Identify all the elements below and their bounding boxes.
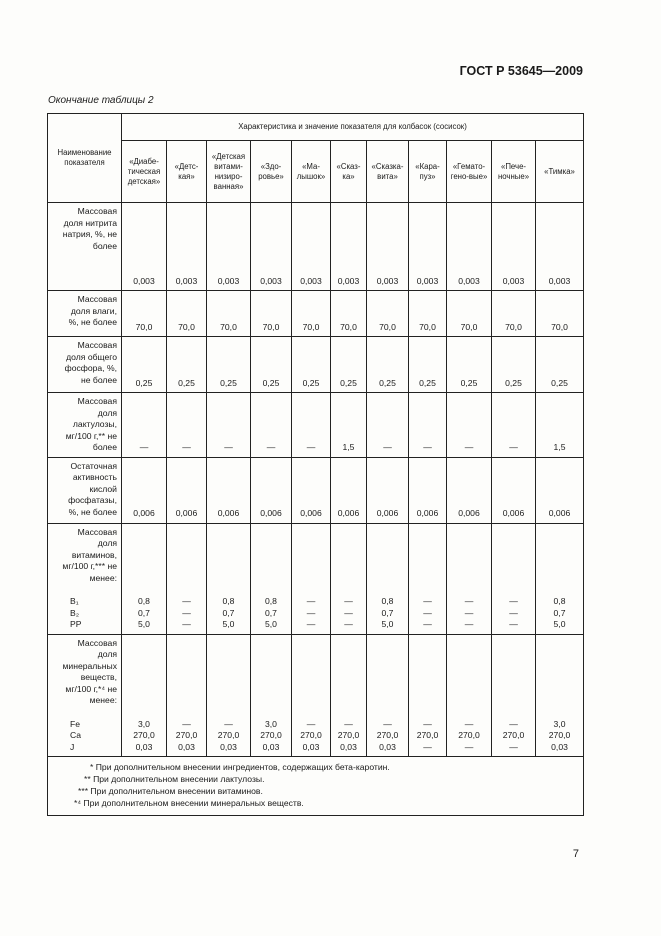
value-cell: 70,0 <box>292 291 331 337</box>
value-cell: 0,25 <box>251 337 292 393</box>
value-cell <box>536 634 584 757</box>
column-header: «Тимка» <box>536 141 584 203</box>
subrow-value: — <box>182 596 191 606</box>
value-cell: — <box>292 393 331 458</box>
value-cell <box>409 523 447 634</box>
subrow-value: — <box>344 718 353 729</box>
page-number: 7 <box>572 848 579 860</box>
value-cell: 0,25 <box>331 337 367 393</box>
subrow-value: 270,0 <box>376 730 399 740</box>
value-cell <box>167 523 207 634</box>
subrow-value: 5,0 <box>222 619 235 629</box>
value-cell: 0,25 <box>536 337 584 393</box>
subrow-value: — <box>423 718 432 729</box>
value-cell: — <box>447 393 492 458</box>
value-cell: — <box>251 393 292 458</box>
subrow-value: — <box>344 596 353 606</box>
document-code: ГОСТ Р 53645—2009 <box>459 64 583 78</box>
value-cell: 0,003 <box>292 203 331 291</box>
subrow-value: 270,0 <box>175 730 198 740</box>
value-cell: 0,003 <box>331 203 367 291</box>
subrow-value: 270,0 <box>133 730 155 740</box>
value-cell <box>207 523 251 634</box>
footnote: *⁴ При дополнительном внесении минеральных веществ. <box>74 798 304 808</box>
value-cell: 70,0 <box>447 291 492 337</box>
value-cell <box>207 634 251 757</box>
value-cell: 1,5 <box>536 393 584 458</box>
table-row <box>48 393 584 458</box>
row-name <box>48 634 122 757</box>
subrow-value: — <box>383 718 392 729</box>
value-cell: — <box>207 393 251 458</box>
value-cell: 70,0 <box>251 291 292 337</box>
column-header: «Кара-пуз» <box>409 141 447 203</box>
subrow-value: 5,0 <box>138 619 150 629</box>
subrow-value: 0,03 <box>302 741 320 752</box>
subrow-label: J <box>70 741 75 752</box>
value-cell: 0,25 <box>122 337 167 393</box>
subrow-value: 0,03 <box>340 741 357 752</box>
value-cell: — <box>167 393 207 458</box>
value-cell: — <box>409 393 447 458</box>
column-header: «Пече-ночные» <box>492 141 536 203</box>
name-column-header: Наименование показателя <box>48 114 122 203</box>
subrow-value: 5,0 <box>381 619 394 629</box>
subrow-value: — <box>344 619 353 629</box>
value-cell: — <box>122 393 167 458</box>
value-cell: 0,003 <box>492 203 536 291</box>
properties-table <box>47 113 584 816</box>
value-cell: 0,006 <box>492 457 536 523</box>
subrow-label: Fe <box>70 718 81 729</box>
value-cell: 0,003 <box>447 203 492 291</box>
value-cell <box>122 523 167 634</box>
subrow-value: — <box>423 596 432 606</box>
value-cell: 70,0 <box>331 291 367 337</box>
column-header: «Сказка-вита» <box>367 141 409 203</box>
subrow-value: 270,0 <box>416 730 439 740</box>
column-header: «Детс-кая» <box>167 141 207 203</box>
subrow-value: — <box>464 718 474 729</box>
value-cell: 70,0 <box>122 291 167 337</box>
value-cell: 0,006 <box>367 457 409 523</box>
subrow-value: — <box>306 607 316 618</box>
value-cell <box>251 523 292 634</box>
subrow-label: B₁ <box>70 596 79 606</box>
row-name-text: Массовая доля минеральных веществ, мг/100 г,*⁴ не менее: <box>62 637 117 705</box>
value-cell <box>447 523 492 634</box>
value-cell <box>292 634 331 757</box>
subrow-value: 0,03 <box>135 741 153 752</box>
table-row <box>48 291 584 337</box>
subrow-value: 270,0 <box>217 730 240 740</box>
subrow-value: — <box>182 607 191 618</box>
table-row <box>48 203 584 291</box>
subrow-value: — <box>509 718 518 729</box>
subrow-value: — <box>182 718 191 729</box>
value-cell: 70,0 <box>367 291 409 337</box>
table-row <box>48 457 584 523</box>
row-name: Массовая доля влаги, %, не более <box>48 291 122 337</box>
subrow-value: 0,8 <box>553 596 566 606</box>
subrow-value: 270,0 <box>260 730 282 740</box>
table-row <box>48 337 584 393</box>
value-cell: 0,006 <box>292 457 331 523</box>
value-cell <box>367 523 409 634</box>
column-header: «Диабе-тическая детская» <box>122 141 167 203</box>
value-cell: 0,25 <box>409 337 447 393</box>
subrow-value: 0,8 <box>222 596 235 606</box>
subrow-value: 5,0 <box>553 619 566 629</box>
subrow-value: 0,03 <box>262 741 280 752</box>
subrow-value: 0,7 <box>553 607 566 618</box>
subrow-value: 270,0 <box>337 730 360 740</box>
footnote: *** При дополнительном внесении витаминов. <box>78 786 263 796</box>
subrow-value: 0,03 <box>379 741 396 752</box>
subrow-value: — <box>509 596 518 606</box>
column-header: «Детская витами-низиро-ванная» <box>207 141 251 203</box>
table-caption: Окончание таблицы 2 <box>48 95 154 106</box>
column-header: «Здо-ровье» <box>251 141 292 203</box>
column-header: «Гемато-гено-вые» <box>447 141 492 203</box>
subrow-value: 3,0 <box>138 718 150 729</box>
value-cell: 70,0 <box>536 291 584 337</box>
value-cell: 0,006 <box>167 457 207 523</box>
subrow-value: 0,7 <box>265 607 277 618</box>
row-name: Массовая доля нитрита натрия, %, не более <box>48 203 122 291</box>
subrow-value: — <box>306 619 316 629</box>
subrow-value: 3,0 <box>265 718 277 729</box>
row-name: Массовая доля лактулозы, мг/100 г,** не более <box>48 393 122 458</box>
subrow-label: B₂ <box>70 607 80 618</box>
subrow-value: 0,7 <box>138 607 150 618</box>
value-cell: 0,003 <box>536 203 584 291</box>
subrow-value: — <box>509 607 518 618</box>
value-cell: 70,0 <box>207 291 251 337</box>
value-cell: 0,003 <box>251 203 292 291</box>
value-cell: 0,25 <box>292 337 331 393</box>
value-cell: 1,5 <box>331 393 367 458</box>
value-cell <box>492 634 536 757</box>
value-cell: 0,25 <box>207 337 251 393</box>
value-cell: 0,006 <box>409 457 447 523</box>
row-name-text: Массовая доля витаминов, мг/100 г,*** не менее: <box>62 526 117 583</box>
value-cell: — <box>492 393 536 458</box>
value-cell: 0,006 <box>122 457 167 523</box>
footnotes-cell <box>48 757 584 816</box>
subrow-value: 0,8 <box>381 596 394 606</box>
value-cell <box>292 523 331 634</box>
value-cell: — <box>367 393 409 458</box>
subrow-value: — <box>509 741 518 752</box>
value-cell <box>331 523 367 634</box>
subrow-value: 0,8 <box>138 596 150 606</box>
column-headers <box>48 141 584 203</box>
subrow-value: — <box>423 741 432 752</box>
table-row <box>48 634 584 757</box>
row-name <box>48 523 122 634</box>
column-header: «Сказ-ка» <box>331 141 367 203</box>
value-cell: 0,006 <box>251 457 292 523</box>
subrow-value: 0,03 <box>178 741 195 752</box>
value-cell: 0,006 <box>536 457 584 523</box>
value-cell: 0,25 <box>447 337 492 393</box>
subrow-value: — <box>224 718 233 729</box>
subrow-value: 270,0 <box>548 730 571 740</box>
value-cell <box>367 634 409 757</box>
value-cell: 0,006 <box>331 457 367 523</box>
value-cell: 0,003 <box>409 203 447 291</box>
subrow-value: 0,03 <box>220 741 237 752</box>
value-cell <box>251 634 292 757</box>
subrow-value: — <box>423 619 432 629</box>
value-cell <box>122 634 167 757</box>
column-header: «Ма-лышок» <box>292 141 331 203</box>
group-header: Характеристика и значение показателя для колбасок (сосисок) <box>122 114 584 141</box>
footnotes-row <box>48 757 584 816</box>
row-name: Остаточная активность кислой фосфатазы, %, не более <box>48 457 122 523</box>
subrow-value: — <box>509 619 518 629</box>
value-cell: 70,0 <box>167 291 207 337</box>
value-cell <box>331 634 367 757</box>
value-cell: 0,003 <box>167 203 207 291</box>
value-cell: 0,003 <box>367 203 409 291</box>
value-cell: 70,0 <box>409 291 447 337</box>
footnote: * При дополнительном внесении ингредиентов, содержащих бета-каротин. <box>90 762 390 772</box>
value-cell <box>167 634 207 757</box>
value-cell: 0,003 <box>207 203 251 291</box>
subrow-value: 0,7 <box>381 607 394 618</box>
value-cell: 0,25 <box>367 337 409 393</box>
subrow-value: — <box>464 741 474 752</box>
value-cell <box>536 523 584 634</box>
subrow-value: — <box>344 607 353 618</box>
value-cell: 0,25 <box>167 337 207 393</box>
subrow-value: 0,8 <box>265 596 277 606</box>
subrow-value: 270,0 <box>300 730 322 740</box>
value-cell <box>447 634 492 757</box>
subrow-value: 270,0 <box>502 730 525 740</box>
subrow-value: — <box>182 619 191 629</box>
subrow-value: 3,0 <box>553 718 566 729</box>
subrow-value: 270,0 <box>458 730 480 740</box>
subrow-value: — <box>464 596 474 606</box>
value-cell: 0,003 <box>122 203 167 291</box>
subrow-label: Ca <box>70 730 81 740</box>
subrow-value: 0,7 <box>222 607 235 618</box>
subrow-value: 0,03 <box>551 741 568 752</box>
value-cell <box>409 634 447 757</box>
footnote: ** При дополнительном внесении лактулозы. <box>84 774 265 784</box>
value-cell: 0,006 <box>447 457 492 523</box>
table-row <box>48 523 584 634</box>
subrow-value: — <box>306 596 316 606</box>
subrow-value: — <box>464 619 474 629</box>
subrow-label: PP <box>70 619 82 629</box>
subrow-value: 5,0 <box>265 619 277 629</box>
table-body <box>48 203 584 757</box>
subrow-value: — <box>306 718 316 729</box>
value-cell: 70,0 <box>492 291 536 337</box>
value-cell: 0,006 <box>207 457 251 523</box>
value-cell: 0,25 <box>492 337 536 393</box>
subrow-value: — <box>423 607 432 618</box>
value-cell <box>492 523 536 634</box>
subrow-value: — <box>464 607 474 618</box>
row-name: Массовая доля общего фосфора, %, не более <box>48 337 122 393</box>
